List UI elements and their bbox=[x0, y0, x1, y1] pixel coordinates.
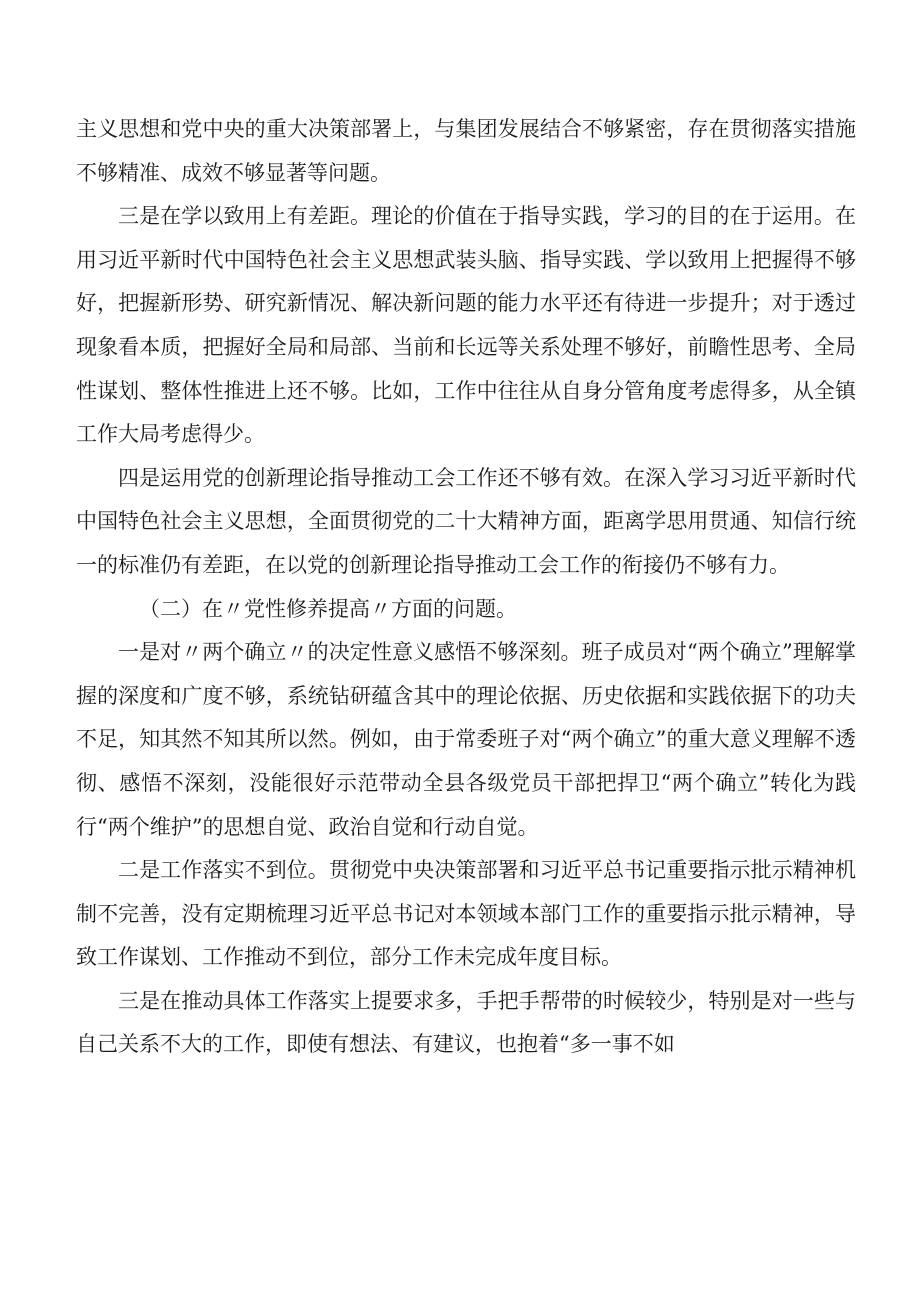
paragraph-four-union-work: 四是运用党的创新理论指导推动工会工作还不够有效。在深入学习习近平新时代中国特色社会主义思想，全面贯彻党的二十大精神方面，距离学思用贯通、知信行统一的标准仍有差距，在以党的创新理论指导推动工会工作的衔接仍不够有力。 bbox=[76, 465, 856, 577]
paragraph-three-application-gap: 三是在学以致用上有差距。理论的价值在于指导实践，学习的目的在于运用。在用习近平新时代中国特色社会主义思想武装头脑、指导实践、学以致用上把握得不够好，把握新形势、研究新情况、解决新问题的能力水平还有待进一步提升；对于透过现象看本质，把握好全局和局部、当前和长远等关系处理不够好，前瞻性思考、全局性谋划、整体性推进上还不够。比如，工作中往往从自身分管角度考虑得多，从全镇工作大局考虑得少。 bbox=[76, 204, 856, 447]
document-body bbox=[76, 108, 856, 1067]
paragraph-one-two-establishments: 一是对〃两个确立〃的决定性意义感悟不够深刻。班子成员对“两个确立”理解掌握的深度和广度不够，系统钻研蕴含其中的理论依据、历史依据和实践依据下的功夫不足，知其然不知其所以然。例如，由于常委班子对“两个确立”的重大意义理解不透彻、感悟不深刻，没能很好示范带动全县各级党员干部把捍卫“两个确立”转化为践行“两个维护”的思想自觉、政治自觉和行动自觉。 bbox=[76, 640, 856, 839]
section-heading-party-spirit: （二）在〃党性修养提高〃方面的问题。 bbox=[139, 596, 517, 621]
paragraph-continuation: 主义思想和党中央的重大决策部署上，与集团发展结合不够紧密，存在贯彻落实措施不够精准、成效不够显著等问题。 bbox=[76, 117, 856, 185]
paragraph-two-implementation: 二是工作落实不到位。贯彻党中央决策部署和习近平总书记重要指示批示精神机制不完善，没有定期梳理习近平总书记对本领域本部门工作的重要指示批示精神，导致工作谋划、工作推动不到位，部分工作未完成年度目标。 bbox=[76, 858, 856, 970]
paragraph-three-guidance: 三是在推动具体工作落实上提要求多，手把手帮带的时候较少，特别是对一些与自己关系不大的工作，即使有想法、有建议，也抱着“多一事不如 bbox=[76, 988, 856, 1057]
